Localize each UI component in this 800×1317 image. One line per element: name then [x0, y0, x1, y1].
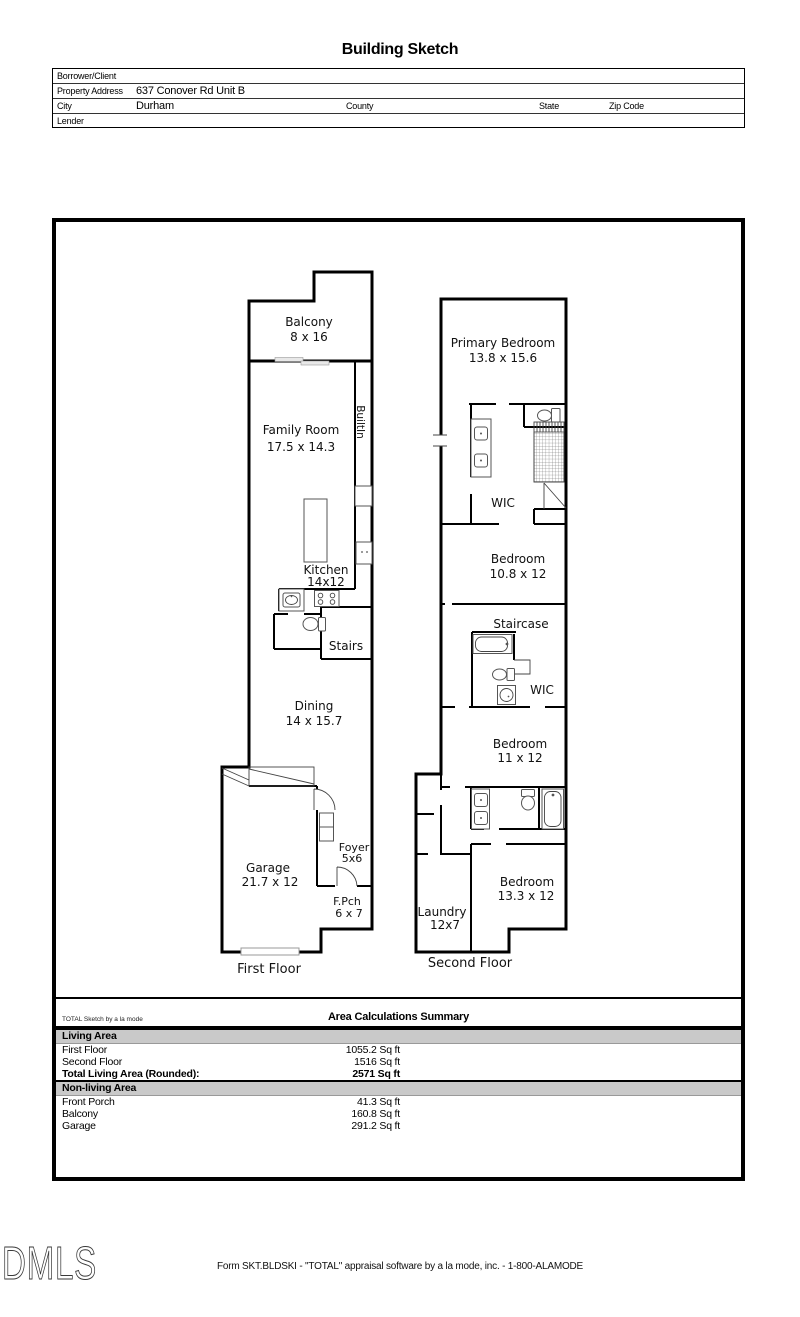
room-label-laundry: Laundry: [417, 905, 467, 919]
second-floor-plan: [416, 299, 566, 971]
room-label-primary: Primary Bedroom: [450, 336, 556, 350]
property-form: [52, 68, 745, 128]
form-row-lender: [53, 114, 744, 128]
room-label-bedroom1: Bedroom: [490, 552, 546, 566]
row-value: 1055.2 Sq ft: [345, 1044, 400, 1056]
room-label-fpch: F.Pch: [333, 895, 361, 908]
window-icon: [433, 435, 447, 446]
form-row-city: [53, 99, 744, 114]
state-label: State: [539, 101, 560, 111]
shower-icon-hall: [498, 686, 516, 705]
toilet-icon-bath2: [522, 790, 535, 811]
sketch-area: [52, 218, 745, 1181]
row-label: Front Porch: [62, 1096, 115, 1108]
room-label-garage: Garage: [246, 861, 290, 875]
row-label: Balcony: [62, 1108, 98, 1120]
room-dims-family: 17.5 x 14.3: [266, 440, 336, 454]
form-row-borrower: [53, 69, 744, 84]
summary-title: Area Calculations Summary: [327, 1011, 470, 1023]
lender-label: Lender: [57, 116, 84, 126]
room-label-bedroom2: Bedroom: [492, 737, 548, 751]
city-label: City: [57, 101, 72, 111]
bathtub-icon-hall: [473, 635, 512, 654]
room-dims-bedroom1: 10.8 x 12: [489, 567, 547, 581]
summary-row-balcony: [56, 1108, 741, 1120]
row-label: Garage: [62, 1120, 96, 1132]
room-label-stairs: Stairs: [328, 639, 364, 653]
room-label-family: Family Room: [262, 423, 340, 437]
room-dims-fpch: 6 x 7: [335, 907, 363, 920]
room-dims-laundry: 12x7: [429, 918, 461, 932]
summary-row-first-floor: [56, 1044, 741, 1056]
summary-header: [56, 999, 741, 1026]
vanity-sinks-icon-bath2: [472, 789, 490, 829]
room-dims-primary: 13.8 x 15.6: [468, 351, 538, 365]
room-label-staircase: Staircase: [493, 617, 549, 631]
row-value: 1516 Sq ft: [354, 1056, 400, 1068]
form-row-property: [53, 84, 744, 99]
room-label-dining: Dining: [294, 699, 334, 713]
borrower-label: Borrower/Client: [57, 71, 117, 81]
kitchen-sink-icon: [279, 589, 304, 611]
county-label: County: [346, 101, 374, 111]
room-label-foyer: Foyer: [338, 841, 370, 854]
summary-row-total: [56, 1068, 741, 1080]
footer-text: Form SKT.BLDSKI - "TOTAL" appraisal software by a la mode, inc. - 1-800-ALAMODE: [216, 1261, 584, 1272]
toilet-icon-powder: [303, 618, 326, 632]
room-dims-dining: 14 x 15.7: [285, 714, 343, 728]
first-floor-plan: [222, 272, 372, 977]
room-label-kitchen: Kitchen: [303, 563, 349, 577]
appliance-icon: [356, 542, 372, 564]
row-label: Second Floor: [62, 1056, 123, 1068]
total-sketch-branding: TOTAL Sketch by a la mode: [62, 1016, 143, 1023]
total-value: 2571 Sq ft: [352, 1068, 400, 1080]
bathtub-icon-bath2: [542, 789, 564, 829]
room-label-balcony: Balcony: [285, 315, 333, 329]
total-label: Total Living Area (Rounded):: [62, 1068, 200, 1080]
property-address-value: 637 Conover Rd Unit B: [136, 85, 245, 97]
row-value: 291.2 Sq ft: [351, 1120, 400, 1132]
room-label-bedroom3: Bedroom: [499, 875, 555, 889]
room-dims-foyer: 5x6: [341, 852, 363, 865]
area-calculations-summary: [56, 997, 741, 1132]
zip-label: Zip Code: [609, 101, 644, 111]
living-area-header: Living Area: [56, 1030, 741, 1044]
row-value: 160.8 Sq ft: [351, 1108, 400, 1120]
garage-door-icon: [241, 948, 299, 955]
room-label-wic1: WIC: [491, 496, 515, 510]
first-floor-label: First Floor: [237, 962, 301, 977]
summary-row-second-floor: [56, 1056, 741, 1068]
room-dims-balcony: 8 x 16: [290, 330, 328, 344]
room-label-builtin: BuiltIn: [354, 405, 366, 439]
property-label: Property Address: [57, 86, 123, 96]
summary-row-garage: [56, 1120, 741, 1132]
room-dims-bedroom3: 13.3 x 12: [497, 889, 555, 903]
builtin-closet: [355, 486, 372, 506]
room-dims-garage: 21.7 x 12: [241, 875, 299, 889]
summary-row-front-porch: [56, 1096, 741, 1108]
kitchen-island: [304, 499, 327, 562]
second-floor-label: Second Floor: [427, 956, 513, 971]
room-dims-bedroom2: 11 x 12: [497, 751, 543, 765]
room-label-wic2: WIC: [530, 683, 554, 697]
city-value: Durham: [136, 100, 174, 112]
page-title: Building Sketch: [341, 41, 459, 58]
nonliving-area-header: Non-living Area: [56, 1082, 741, 1096]
row-value: 41.3 Sq ft: [357, 1096, 400, 1108]
room-dims-kitchen: 14x12: [307, 575, 345, 589]
dmls-logo: DMLS: [2, 1237, 97, 1289]
row-label: First Floor: [62, 1044, 108, 1056]
stove-icon: [315, 591, 340, 607]
vanity-sinks-icon-primary: [471, 419, 491, 477]
toilet-icon-hall: [493, 669, 515, 681]
floor-plan-sketch: [56, 222, 741, 997]
